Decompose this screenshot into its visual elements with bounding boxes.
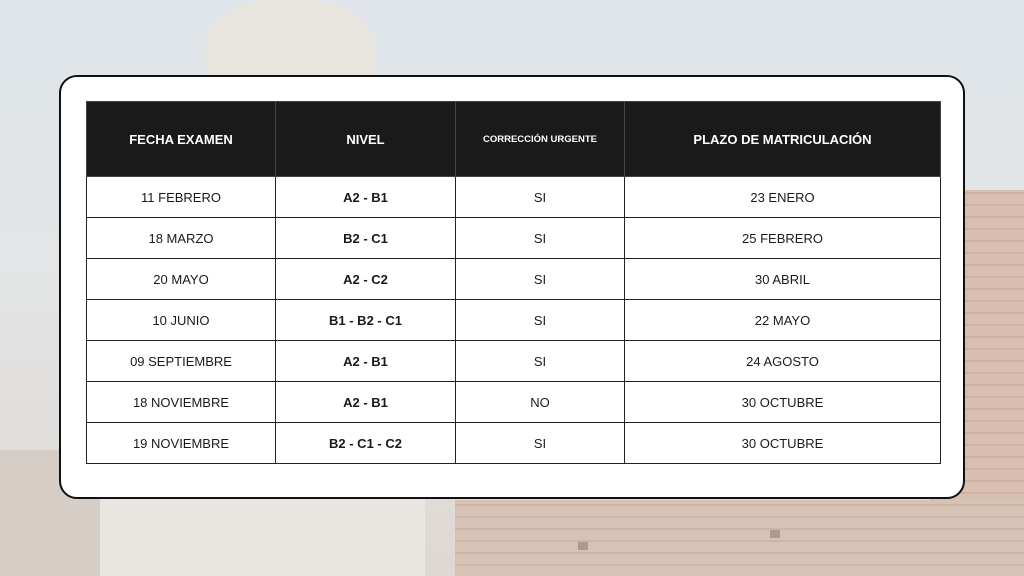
schedule-card: [59, 75, 965, 499]
cell-fecha: 11 FEBRERO: [87, 177, 276, 218]
cell-correccion: SI: [456, 423, 625, 464]
cell-fecha: 09 SEPTIEMBRE: [87, 341, 276, 382]
header-nivel: NIVEL: [276, 102, 456, 177]
table-row: [87, 382, 941, 423]
wall-window: [578, 542, 588, 550]
cell-fecha: 10 JUNIO: [87, 300, 276, 341]
cell-plazo: 22 MAYO: [625, 300, 941, 341]
cell-nivel: A2 - B1: [276, 177, 456, 218]
table-row: [87, 177, 941, 218]
cell-correccion: SI: [456, 177, 625, 218]
table-row: [87, 300, 941, 341]
cell-nivel: B2 - C1 - C2: [276, 423, 456, 464]
header-plazo-matriculacion: PLAZO DE MATRICULACIÓN: [625, 102, 941, 177]
header-fecha-examen: FECHA EXAMEN: [87, 102, 276, 177]
wall-window: [770, 530, 780, 538]
exam-schedule-table: [86, 101, 941, 464]
cell-correccion: SI: [456, 341, 625, 382]
cell-plazo: 30 ABRIL: [625, 259, 941, 300]
cell-nivel: A2 - B1: [276, 341, 456, 382]
cell-plazo: 24 AGOSTO: [625, 341, 941, 382]
cell-fecha: 19 NOVIEMBRE: [87, 423, 276, 464]
table-header-row: [87, 102, 941, 177]
cell-correccion: SI: [456, 259, 625, 300]
cell-correccion: SI: [456, 300, 625, 341]
table-row: [87, 341, 941, 382]
cell-plazo: 23 ENERO: [625, 177, 941, 218]
cell-fecha: 18 MARZO: [87, 218, 276, 259]
header-correccion-urgente: CORRECCIÓN URGENTE: [456, 102, 625, 177]
cell-plazo: 30 OCTUBRE: [625, 382, 941, 423]
cell-nivel: A2 - C2: [276, 259, 456, 300]
cell-fecha: 20 MAYO: [87, 259, 276, 300]
cell-nivel: A2 - B1: [276, 382, 456, 423]
table-row: [87, 218, 941, 259]
table-row: [87, 423, 941, 464]
cell-nivel: B1 - B2 - C1: [276, 300, 456, 341]
cell-correccion: SI: [456, 218, 625, 259]
table-row: [87, 259, 941, 300]
cell-fecha: 18 NOVIEMBRE: [87, 382, 276, 423]
cell-nivel: B2 - C1: [276, 218, 456, 259]
cell-plazo: 25 FEBRERO: [625, 218, 941, 259]
cell-plazo: 30 OCTUBRE: [625, 423, 941, 464]
brick-wall-shape: [455, 500, 1024, 576]
cell-correccion: NO: [456, 382, 625, 423]
